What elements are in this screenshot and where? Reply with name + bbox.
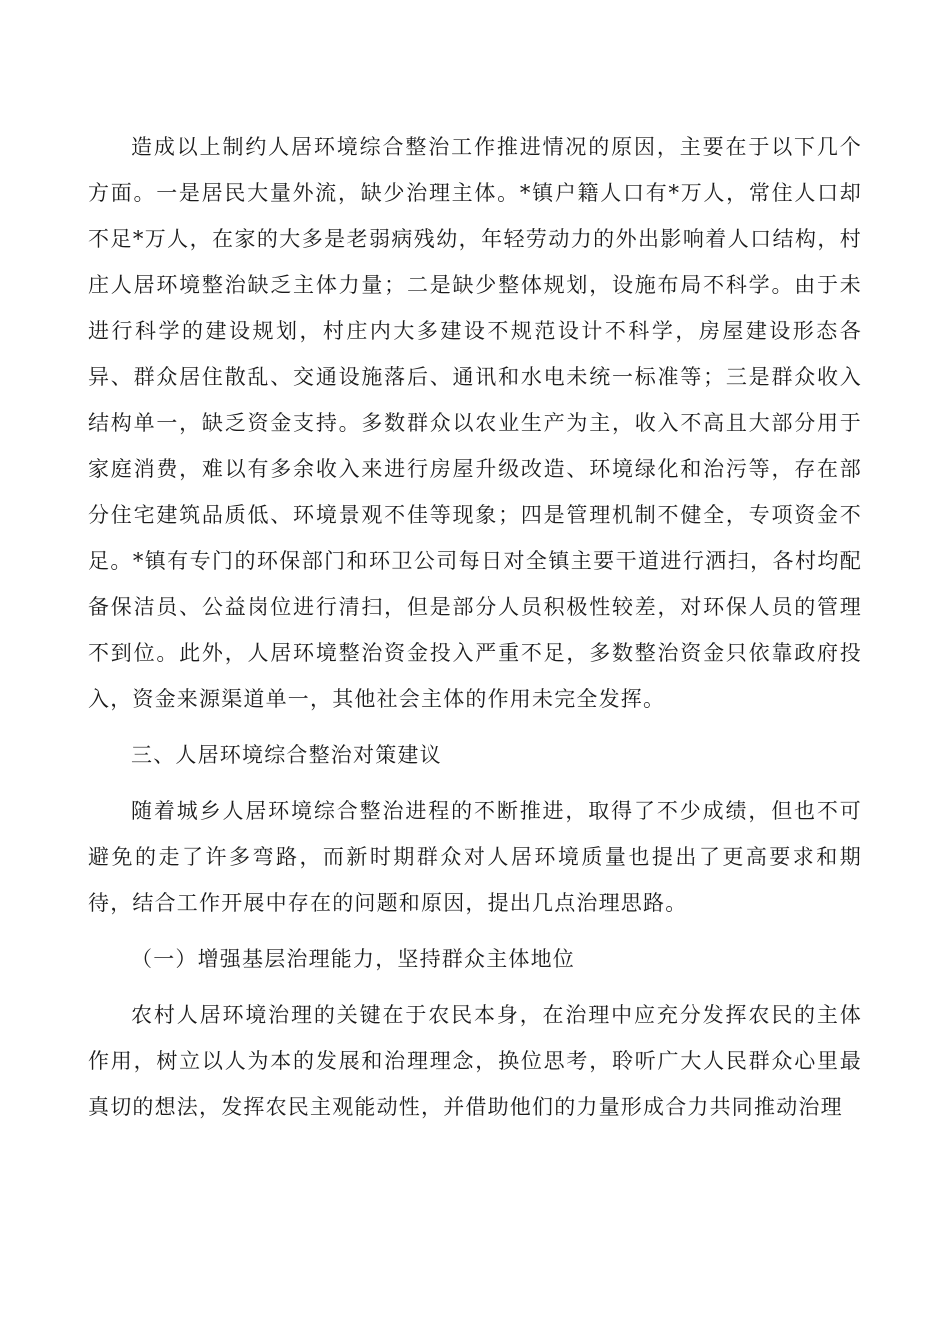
paragraph-causes: 造成以上制约人居环境综合整治工作推进情况的原因，主要在于以下几个方面。一是居民大量外流，缺少治理主体。*镇户籍人口有*万人，常住人口却不足*万人，在家的大多是老弱病残幼，年轻劳动力的外出影响着人口结构，村庄人居环境整治缺乏主体力量；二是缺少整体规划，设施布局不科学。由于未进行科学的建设规划，村庄内大多建设不规范设计不科学，房屋建设形态各异、群众居住散乱、交通设施落后、通讯和水电未统一标准等；三是群众收入结构单一，缺乏资金支持。多数群众以农业生产为主，收入不高且大部分用于家庭消费，难以有多余收入来进行房屋升级改造、环境绿化和治污等，存在部分住宅建筑品质低、环境景观不佳等现象；四是管理机制不健全，专项资金不足。*镇有专门的环保部门和环卫公司每日对全镇主要干道进行洒扫，各村均配备保洁员、公益岗位进行清扫，但是部分人员积极性较差，对环保人员的管理不到位。此外，人居环境整治资金投入严重不足，多数整治资金只依靠政府投入，资金来源渠道单一，其他社会主体的作用未完全发挥。 bbox=[88, 135, 862, 711]
paragraph-intro-suggestions: 随着城乡人居环境综合整治进程的不断推进，取得了不少成绩，但也不可避免的走了许多弯路，而新时期群众对人居环境质量也提出了更高要求和期待，结合工作开展中存在的问题和原因，提出几点治理思路。 bbox=[88, 799, 862, 915]
paragraph-governance: 农村人居环境治理的关键在于农民本身，在治理中应充分发挥农民的主体作用，树立以人为本的发展和治理理念，换位思考，聆听广大人民群众心里最真切的想法，发挥农民主观能动性，并借助他们的力量形成合力共同推动治理 bbox=[88, 1003, 862, 1119]
document-body bbox=[88, 124, 862, 1130]
subsection-heading: （一）增强基层治理能力，坚持群众主体地位 bbox=[131, 947, 575, 971]
section-heading: 三、人居环境综合整治对策建议 bbox=[131, 743, 442, 767]
